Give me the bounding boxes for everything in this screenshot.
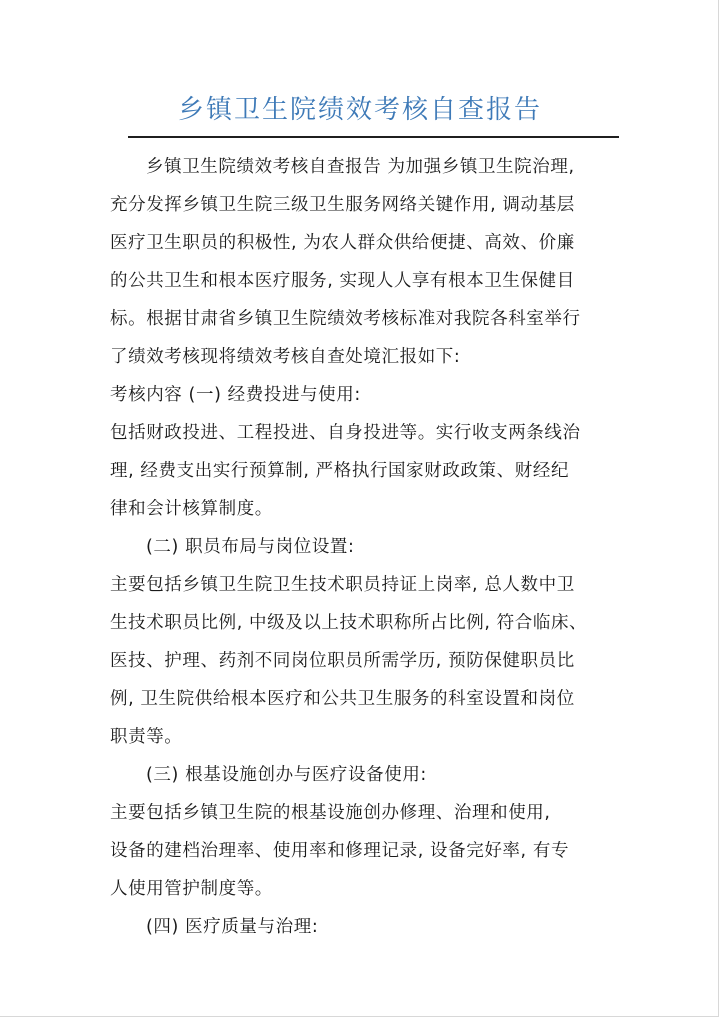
body-line: 医疗卫生职员的积极性, 为农人群众供给便捷、高效、价廉 — [110, 233, 575, 253]
section-heading: (四) 医疗质量与治理: — [146, 917, 319, 937]
body-line: 了绩效考核现将绩效考核自查处境汇报如下: — [110, 347, 461, 367]
body-line: 人使用管护制度等。 — [110, 879, 273, 899]
body-line: 生技术职员比例, 中级及以上技术职称所占比例, 符合临床、 — [110, 613, 588, 633]
section-heading: (二) 职员布局与岗位设置: — [146, 537, 355, 557]
body-line: 充分发挥乡镇卫生院三级卫生服务网络关键作用, 调动基层 — [110, 195, 575, 215]
body-line: 的公共卫生和根本医疗服务, 实现人人享有根本卫生保健目 — [110, 271, 575, 291]
title-underline — [128, 136, 619, 138]
document-title: 乡镇卫生院绩效考核自查报告 — [177, 95, 542, 125]
body-line: 理, 经费支出实行预算制, 严格执行国家财政政策、财经纪 — [110, 461, 570, 481]
document-body — [110, 148, 614, 946]
body-line: 主要包括乡镇卫生院的根基设施创办修理、治理和使用, — [110, 803, 551, 823]
body-line: 律和会计核算制度。 — [110, 499, 273, 519]
section-heading: 考核内容 (一) 经费投进与使用: — [110, 385, 361, 405]
body-line: 设备的建档治理率、使用率和修理记录, 设备完好率, 有专 — [110, 841, 570, 861]
body-line: 医技、护理、药剂不同岗位职员所需学历, 预防保健职员比 — [110, 651, 575, 671]
body-line: 职责等。 — [110, 727, 183, 747]
body-line: 包括财政投进、工程投进、自身投进等。实行收支两条线治 — [110, 423, 581, 443]
section-heading: (三) 根基设施创办与医疗设备使用: — [146, 765, 427, 785]
body-line: 例, 卫生院供给根本医疗和公共卫生服务的科室设置和岗位 — [110, 689, 575, 709]
body-line: 标。根据甘肃省乡镇卫生院绩效考核标准对我院各科室举行 — [110, 309, 581, 329]
body-line: 乡镇卫生院绩效考核自查报告 为加强乡镇卫生院治理, — [146, 157, 575, 177]
body-line: 主要包括乡镇卫生院卫生技术职员持证上岗率, 总人数中卫 — [110, 575, 575, 595]
